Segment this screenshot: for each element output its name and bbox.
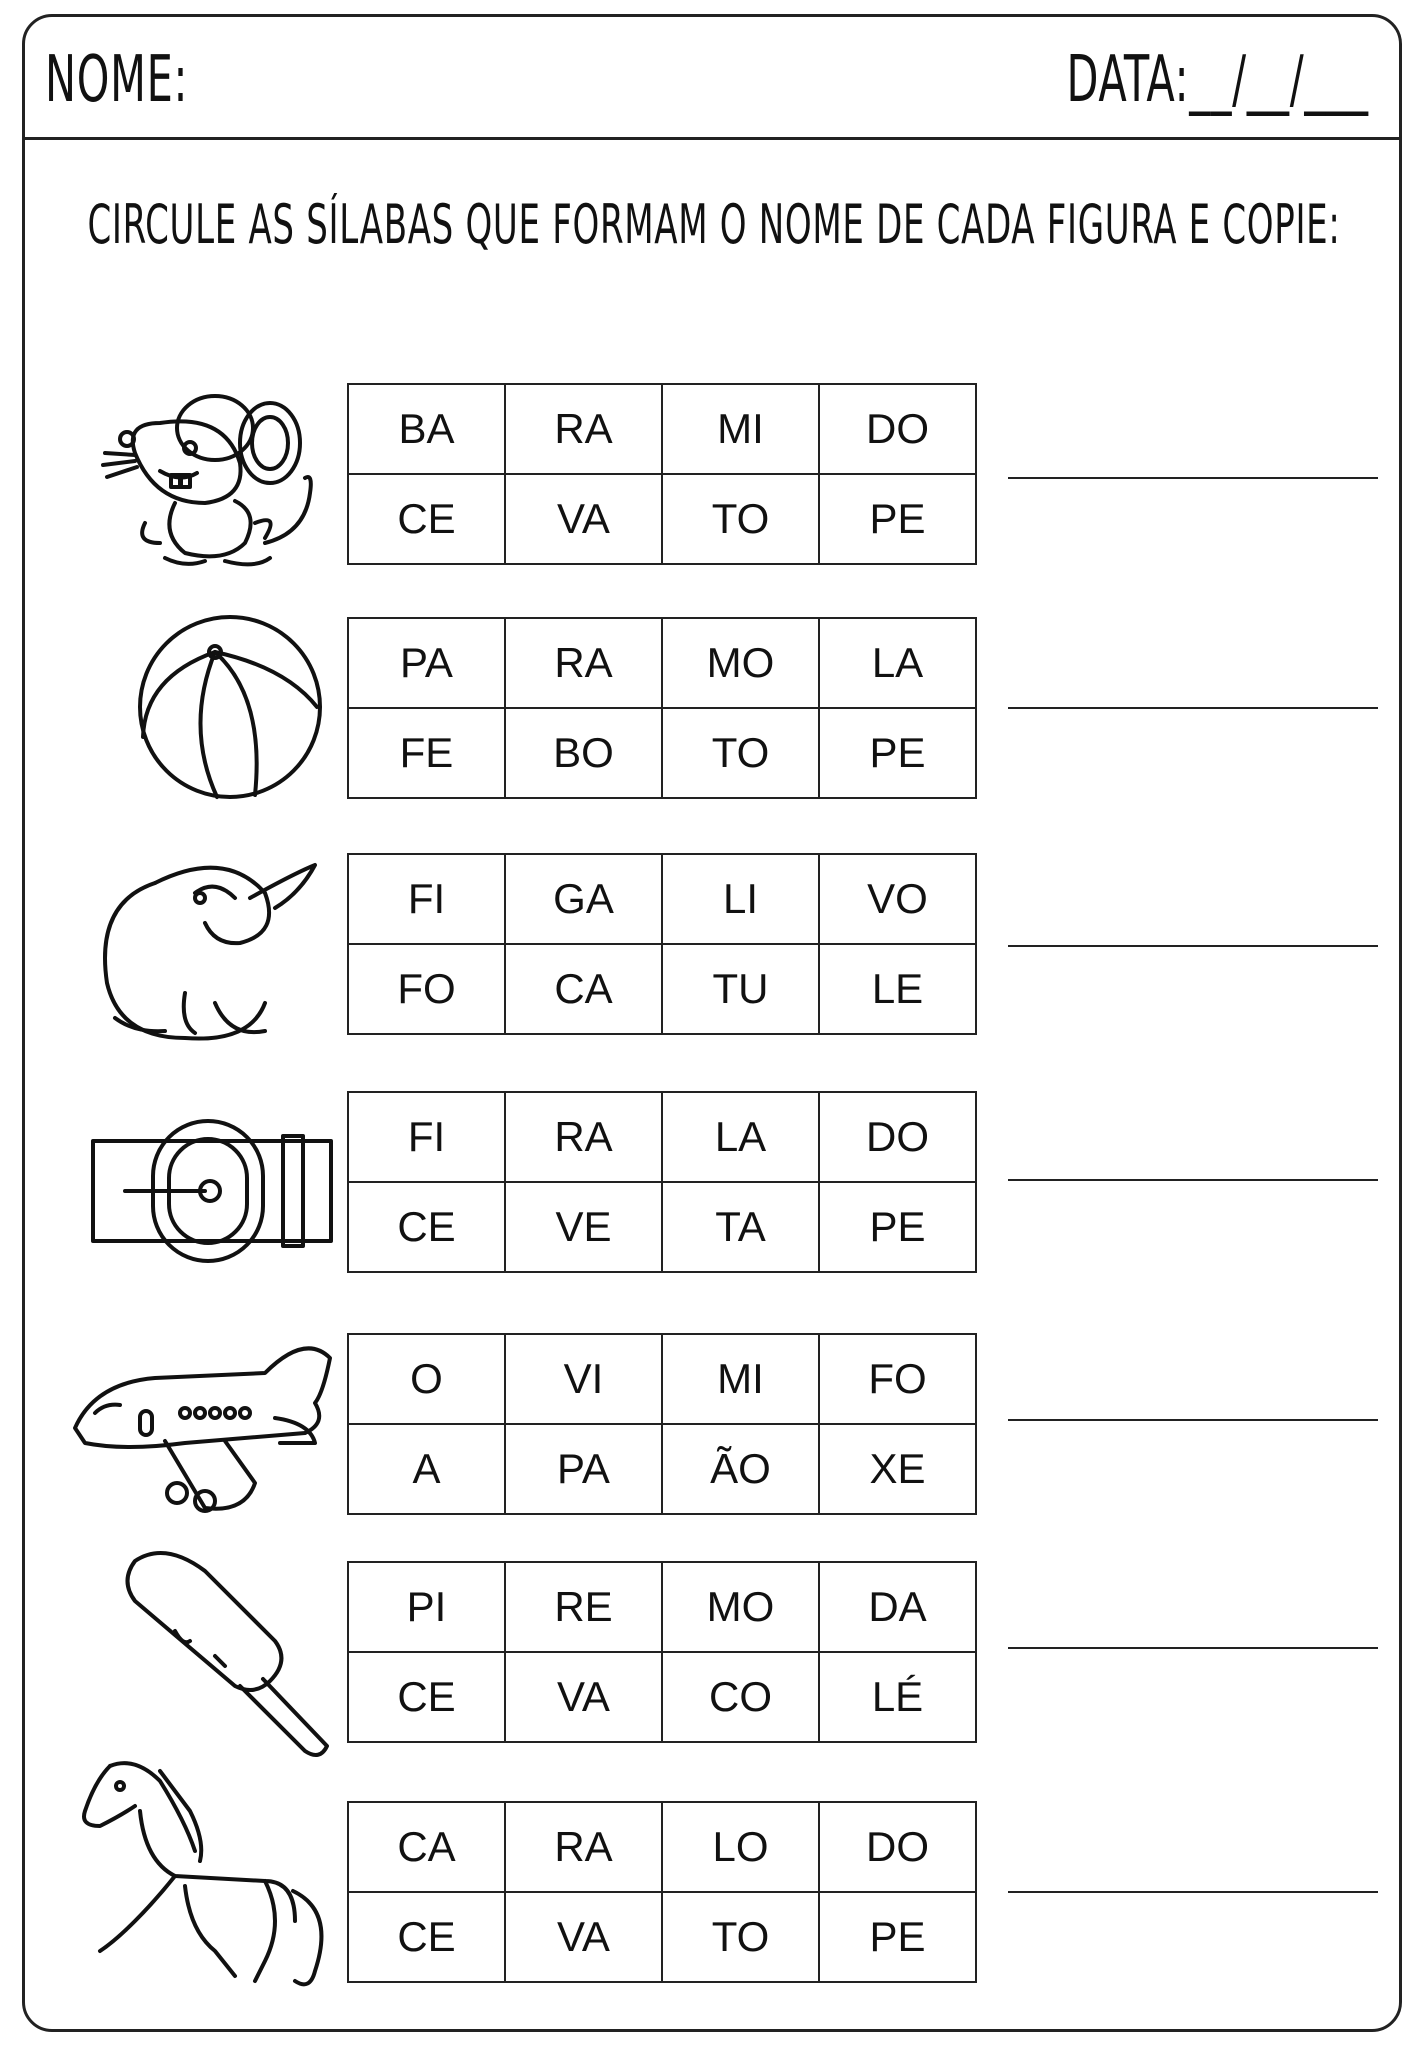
syllable-cell[interactable]: LA: [819, 618, 976, 708]
airplane-icon: [65, 1333, 335, 1523]
syllable-cell[interactable]: A: [348, 1424, 505, 1514]
answer-line[interactable]: [1008, 707, 1378, 709]
ball-icon: [65, 617, 335, 807]
syllable-grid: [347, 1333, 977, 1515]
syllable-cell[interactable]: FI: [348, 1092, 505, 1182]
syllable-cell[interactable]: LE: [819, 944, 976, 1034]
syllable-cell[interactable]: PE: [819, 708, 976, 798]
syllable-cell[interactable]: LO: [662, 1802, 819, 1892]
answer-line[interactable]: [1008, 1647, 1378, 1649]
worksheet: [22, 14, 1402, 2032]
syllable-cell[interactable]: MI: [662, 1334, 819, 1424]
syllable-cell[interactable]: DO: [819, 384, 976, 474]
syllable-cell[interactable]: PA: [505, 1424, 662, 1514]
syllable-cell[interactable]: MI: [662, 384, 819, 474]
answer-line[interactable]: [1008, 945, 1378, 947]
exercise-row-6: [25, 1561, 1399, 1751]
horse-icon: [65, 1801, 335, 1991]
syllable-cell[interactable]: TO: [662, 708, 819, 798]
syllable-cell[interactable]: LA: [662, 1092, 819, 1182]
exercise-row-1: [25, 383, 1399, 573]
answer-line[interactable]: [1008, 1419, 1378, 1421]
syllable-cell[interactable]: O: [348, 1334, 505, 1424]
answer-line[interactable]: [1008, 1179, 1378, 1181]
syllable-cell[interactable]: RA: [505, 384, 662, 474]
exercise-row-3: [25, 853, 1399, 1043]
syllable-cell[interactable]: RE: [505, 1562, 662, 1652]
syllable-cell[interactable]: RA: [505, 618, 662, 708]
syllable-cell[interactable]: FO: [819, 1334, 976, 1424]
mouse-icon: [65, 383, 335, 573]
syllable-grid: [347, 853, 977, 1035]
syllable-cell[interactable]: DO: [819, 1802, 976, 1892]
syllable-cell[interactable]: DO: [819, 1092, 976, 1182]
exercise-row-7: [25, 1801, 1399, 1991]
syllable-cell[interactable]: RA: [505, 1092, 662, 1182]
syllable-cell[interactable]: MO: [662, 618, 819, 708]
answer-line[interactable]: [1008, 1891, 1378, 1893]
syllable-cell[interactable]: VE: [505, 1182, 662, 1272]
syllable-cell[interactable]: TA: [662, 1182, 819, 1272]
syllable-grid: [347, 617, 977, 799]
instruction-text: [55, 187, 1373, 263]
syllable-cell[interactable]: VO: [819, 854, 976, 944]
syllable-cell[interactable]: VA: [505, 1652, 662, 1742]
syllable-cell[interactable]: CA: [348, 1802, 505, 1892]
belt-icon: [65, 1091, 335, 1281]
syllable-grid: [347, 383, 977, 565]
syllable-cell[interactable]: VA: [505, 1892, 662, 1982]
popsicle-icon: [65, 1561, 335, 1751]
syllable-cell[interactable]: BA: [348, 384, 505, 474]
syllable-cell[interactable]: VA: [505, 474, 662, 564]
syllable-cell[interactable]: CE: [348, 474, 505, 564]
exercise-row-4: [25, 1091, 1399, 1281]
syllable-cell[interactable]: BO: [505, 708, 662, 798]
syllable-cell[interactable]: FI: [348, 854, 505, 944]
syllable-cell[interactable]: CO: [662, 1652, 819, 1742]
syllable-cell[interactable]: CE: [348, 1182, 505, 1272]
syllable-cell[interactable]: FE: [348, 708, 505, 798]
syllable-cell[interactable]: VI: [505, 1334, 662, 1424]
name-label: NOME:: [45, 43, 189, 117]
seal-icon: [65, 853, 335, 1043]
syllable-cell[interactable]: RA: [505, 1802, 662, 1892]
syllable-cell[interactable]: LI: [662, 854, 819, 944]
syllable-cell[interactable]: MO: [662, 1562, 819, 1652]
syllable-cell[interactable]: CE: [348, 1652, 505, 1742]
syllable-cell[interactable]: LÉ: [819, 1652, 976, 1742]
syllable-cell[interactable]: ÃO: [662, 1424, 819, 1514]
syllable-cell[interactable]: CE: [348, 1892, 505, 1982]
syllable-cell[interactable]: PE: [819, 474, 976, 564]
syllable-grid: [347, 1561, 977, 1743]
syllable-cell[interactable]: TO: [662, 1892, 819, 1982]
syllable-cell[interactable]: TU: [662, 944, 819, 1034]
worksheet-header: [25, 17, 1399, 140]
syllable-cell[interactable]: PE: [819, 1892, 976, 1982]
syllable-cell[interactable]: FO: [348, 944, 505, 1034]
syllable-cell[interactable]: PE: [819, 1182, 976, 1272]
exercise-row-5: [25, 1333, 1399, 1523]
syllable-cell[interactable]: DA: [819, 1562, 976, 1652]
instruction-label: CIRCULE AS SÍLABAS QUE FORMAM O NOME DE CADA FIGURA E COPIE:: [87, 193, 1341, 256]
date-label: DATA:__/__/___: [1066, 43, 1369, 117]
syllable-cell[interactable]: CA: [505, 944, 662, 1034]
syllable-cell[interactable]: XE: [819, 1424, 976, 1514]
syllable-cell[interactable]: TO: [662, 474, 819, 564]
syllable-cell[interactable]: PA: [348, 618, 505, 708]
syllable-cell[interactable]: GA: [505, 854, 662, 944]
syllable-grid: [347, 1091, 977, 1273]
exercise-row-2: [25, 617, 1399, 807]
syllable-grid: [347, 1801, 977, 1983]
syllable-cell[interactable]: PI: [348, 1562, 505, 1652]
answer-line[interactable]: [1008, 477, 1378, 479]
